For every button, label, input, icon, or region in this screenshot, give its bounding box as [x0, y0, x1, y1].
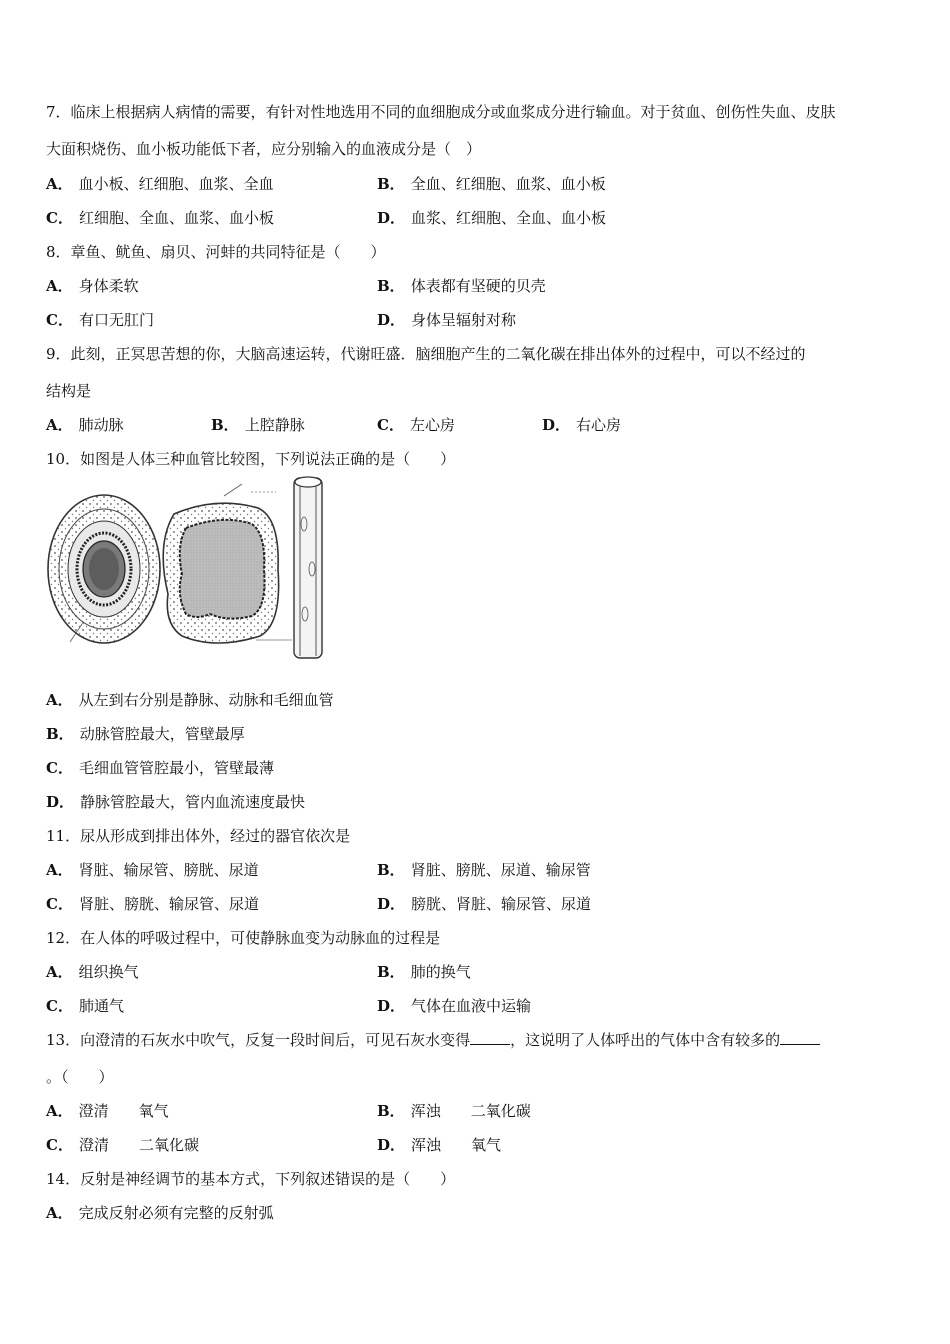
- option-label: C．: [46, 759, 73, 777]
- q11-stem: 11．尿从形成到排出体外，经过的器官依次是: [46, 827, 351, 845]
- option-text: 上腔静脉: [244, 416, 305, 434]
- q13-option-a: [46, 1101, 169, 1121]
- option-label: A．: [46, 1204, 73, 1222]
- option-text: 静脉管腔最大，管内血流速度最快: [80, 793, 306, 811]
- q12-option-b: [377, 962, 471, 982]
- option-text: 身体柔软: [78, 277, 139, 295]
- option-text: 血浆、红细胞、全血、血小板: [411, 209, 607, 227]
- option-text: 血小板、红细胞、血浆、全血: [78, 175, 274, 193]
- option-label: B．: [211, 416, 239, 434]
- option-text: 膀胱、肾脏、输尿管、尿道: [411, 895, 592, 913]
- q10-option-d: [46, 792, 305, 812]
- option-text: 动脉管腔最大，管壁最厚: [79, 725, 245, 743]
- capillary-longitudinal: [294, 477, 322, 658]
- q8-option-c: [46, 310, 154, 330]
- q13-option-b: [377, 1101, 531, 1121]
- option-label: D．: [542, 416, 571, 434]
- q13-stem-line1: [46, 1030, 820, 1050]
- option-label: D．: [46, 793, 75, 811]
- q11-option-d: [377, 894, 591, 914]
- option-label: B．: [377, 963, 405, 981]
- q7-option-a: [46, 174, 274, 194]
- option-text: 有口无肛门: [78, 311, 154, 329]
- option-label: B．: [377, 175, 405, 193]
- option-label: A．: [46, 861, 73, 879]
- option-label: D．: [377, 997, 406, 1015]
- option-label: A．: [46, 416, 73, 434]
- option-text: 肾脏、膀胱、尿道、输尿管: [410, 861, 591, 879]
- q12-option-a: [46, 962, 139, 982]
- q14-stem: 14．反射是神经调节的基本方式，下列叙述错误的是（ ）: [46, 1170, 456, 1188]
- q7-option-d: [377, 208, 606, 228]
- option-label: C．: [377, 416, 404, 434]
- option-label: A．: [46, 963, 73, 981]
- q9-option-c: [377, 415, 455, 435]
- option-text: 浑浊 氧气: [411, 1136, 502, 1154]
- option-text: 完成反射必须有完整的反射弧: [78, 1204, 274, 1222]
- q7-stem-line2: 大面积烧伤、血小板功能低下者，应分别输入的血液成分是（ ）: [46, 140, 482, 158]
- option-label: C．: [46, 209, 73, 227]
- option-label: C．: [46, 1136, 73, 1154]
- q12-option-d: [377, 996, 531, 1016]
- option-label: D．: [377, 895, 406, 913]
- option-label: B．: [46, 725, 74, 743]
- option-label: A．: [46, 1102, 73, 1120]
- q10-option-b: [46, 724, 245, 744]
- option-label: D．: [377, 311, 406, 329]
- q9-stem-line2: 结构是: [46, 382, 92, 400]
- q14-option-a: [46, 1203, 274, 1223]
- q12-option-c: [46, 996, 124, 1016]
- option-text: 肺动脉: [78, 416, 124, 434]
- q11-option-c: [46, 894, 259, 914]
- q10-stem: 10．如图是人体三种血管比较图，下列说法正确的是（ ）: [46, 450, 456, 468]
- option-label: D．: [377, 1136, 406, 1154]
- q10-option-c: [46, 758, 274, 778]
- answer-blank: [780, 1030, 820, 1045]
- answer-blank: [470, 1030, 510, 1045]
- q8-option-d: [377, 310, 516, 330]
- option-text: 体表都有坚硬的贝壳: [410, 277, 546, 295]
- option-text: 红细胞、全血、血浆、血小板: [78, 209, 274, 227]
- q7-stem-line1: 7．临床上根据病人病情的需要，有针对性地选用不同的血细胞成分或血浆成分进行输血。对于贫血、创伤性失血、皮肤: [46, 103, 836, 121]
- q9-option-b: [211, 415, 305, 435]
- q7-option-c: [46, 208, 274, 228]
- option-text: 气体在血液中运输: [411, 997, 532, 1015]
- option-text: 从左到右分别是静脉、动脉和毛细血管: [78, 691, 334, 709]
- option-text: 毛细血管管腔最小，管壁最薄: [78, 759, 274, 777]
- option-label: B．: [377, 861, 405, 879]
- option-text: 肺的换气: [410, 963, 471, 981]
- option-text: 澄清 二氧化碳: [78, 1136, 199, 1154]
- option-label: C．: [46, 311, 73, 329]
- option-text: 组织换气: [78, 963, 139, 981]
- option-label: C．: [46, 895, 73, 913]
- q8-option-b: [377, 276, 546, 296]
- q10-option-a: [46, 690, 334, 710]
- option-text: 肾脏、膀胱、输尿管、尿道: [78, 895, 259, 913]
- option-text: 肾脏、输尿管、膀胱、尿道: [78, 861, 259, 879]
- q9-option-d: [542, 415, 621, 435]
- q9-stem-line1: 9．此刻，正冥思苦想的你，大脑高速运转，代谢旺盛．脑细胞产生的二氧化碳在排出体外的过程中，可以不经过的: [46, 345, 806, 363]
- q13-stem-part2: ，这说明了人体呼出的气体中含有较多的: [510, 1031, 781, 1049]
- q13-stem-part1: 13．向澄清的石灰水中吹气，反复一段时间后，可见石灰水变得: [46, 1031, 471, 1049]
- option-label: A．: [46, 175, 73, 193]
- q11-option-a: [46, 860, 259, 880]
- option-label: B．: [377, 277, 405, 295]
- option-text: 肺通气: [78, 997, 124, 1015]
- option-text: 澄清 氧气: [78, 1102, 169, 1120]
- option-label: A．: [46, 277, 73, 295]
- option-text: 身体呈辐射对称: [411, 311, 517, 329]
- q13-stem-line2: 。（ ）: [46, 1068, 114, 1086]
- q11-option-b: [377, 860, 591, 880]
- vein-cross-section: [163, 503, 278, 643]
- option-label: C．: [46, 997, 73, 1015]
- q12-stem: 12．在人体的呼吸过程中，可使静脉血变为动脉血的过程是: [46, 929, 441, 947]
- option-label: B．: [377, 1102, 405, 1120]
- option-text: 全血、红细胞、血浆、血小板: [410, 175, 606, 193]
- q8-option-a: [46, 276, 139, 296]
- q9-option-a: [46, 415, 124, 435]
- q7-option-b: [377, 174, 606, 194]
- option-text: 左心房: [409, 416, 455, 434]
- q13-option-c: [46, 1135, 199, 1155]
- option-text: 右心房: [576, 416, 622, 434]
- option-label: D．: [377, 209, 406, 227]
- blood-vessel-figure: [46, 474, 326, 660]
- artery-cross-section: [48, 495, 160, 643]
- option-text: 浑浊 二氧化碳: [410, 1102, 531, 1120]
- q13-option-d: [377, 1135, 501, 1155]
- option-label: A．: [46, 691, 73, 709]
- q8-stem: 8．章鱼、鱿鱼、扇贝、河蚌的共同特征是（ ）: [46, 243, 386, 261]
